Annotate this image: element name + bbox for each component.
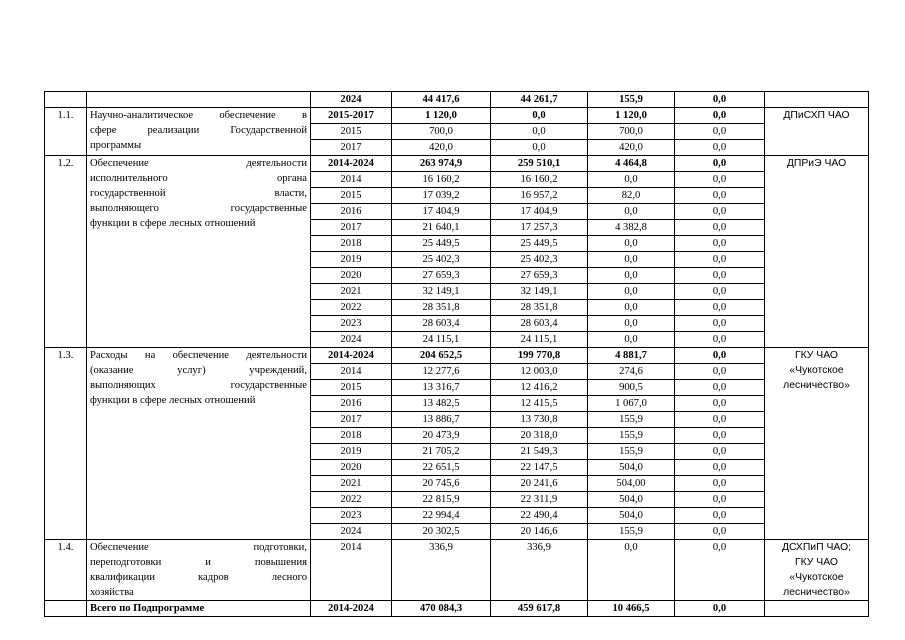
cell-total: 20 745,6 (392, 476, 491, 492)
name-line: Научно-аналитическое обеспечение в (90, 110, 307, 121)
cell-c3: 0,0 (588, 300, 675, 316)
cell-total: 336,9 (392, 540, 491, 601)
cell-c3: 504,0 (588, 460, 675, 476)
cell-c3: 4 464,8 (588, 156, 675, 172)
cell-total: 263 974,9 (392, 156, 491, 172)
cell-total: 12 277,6 (392, 364, 491, 380)
cell-c3: 1 120,0 (588, 108, 675, 124)
cell-c2: 24 115,1 (491, 332, 588, 348)
cell-year: 2015 (311, 380, 392, 396)
cell-total: 20 302,5 (392, 524, 491, 540)
cell-total: 17 404,9 (392, 204, 491, 220)
name-line: выполняющих государственные (90, 380, 307, 391)
cell-c2: 199 770,8 (491, 348, 588, 364)
table-row (45, 108, 869, 124)
cell-c2: 44 261,7 (491, 92, 588, 108)
executor-line: ДСХПиП ЧАО; (781, 542, 852, 553)
cell-c2: 21 549,3 (491, 444, 588, 460)
cell-total: 420,0 (392, 140, 491, 156)
cell-c3: 4 881,7 (588, 348, 675, 364)
cell-c4: 0,0 (675, 108, 765, 124)
cell-c3: 1 067,0 (588, 396, 675, 412)
cell-year: 2021 (311, 284, 392, 300)
cell-year: 2014-2024 (311, 156, 392, 172)
cell-c4: 0,0 (675, 476, 765, 492)
cell-year: 2024 (311, 332, 392, 348)
cell-c4: 0,0 (675, 204, 765, 220)
cell-c2: 16 160,2 (491, 172, 588, 188)
cell-c2: 25 449,5 (491, 236, 588, 252)
cell-index: 1.4. (45, 540, 87, 601)
cell-c3: 274,6 (588, 364, 675, 380)
cell-c4: 0,0 (675, 396, 765, 412)
cell-total: 28 603,4 (392, 316, 491, 332)
cell-name (87, 540, 311, 601)
cell-c4: 0,0 (675, 348, 765, 364)
cell-executor (765, 348, 869, 540)
cell-c4: 0,0 (675, 524, 765, 540)
cell-year: 2016 (311, 204, 392, 220)
cell-total: 25 449,5 (392, 236, 491, 252)
cell-c2: 28 351,8 (491, 300, 588, 316)
cell-c3: 420,0 (588, 140, 675, 156)
cell-c4: 0,0 (675, 284, 765, 300)
cell-c3: 504,0 (588, 492, 675, 508)
cell-year: 2018 (311, 428, 392, 444)
cell-c3: 0,0 (588, 316, 675, 332)
total-row (45, 601, 869, 617)
cell-c4: 0,0 (675, 380, 765, 396)
cell-total: 22 815,9 (392, 492, 491, 508)
cell-total: 28 351,8 (392, 300, 491, 316)
cell-executor (765, 108, 869, 156)
cell-c4: 0,0 (675, 540, 765, 601)
cell-c4: 0,0 (675, 124, 765, 140)
cell-c4: 0,0 (675, 268, 765, 284)
cell-c4: 0,0 (675, 428, 765, 444)
name-line: программы (90, 140, 142, 151)
cell-c3: 155,9 (588, 92, 675, 108)
cell-c4: 0,0 (675, 508, 765, 524)
cell-name (87, 156, 311, 348)
cell-total: 204 652,5 (392, 348, 491, 364)
cell-total: 700,0 (392, 124, 491, 140)
cell-year: 2016 (311, 396, 392, 412)
cell-c2: 20 241,6 (491, 476, 588, 492)
cell-total: 21 640,1 (392, 220, 491, 236)
cell-c3: 900,5 (588, 380, 675, 396)
cell-c4: 0,0 (675, 140, 765, 156)
cell-c4: 0,0 (675, 220, 765, 236)
executor-line: лесничество» (783, 380, 850, 391)
cell-executor (765, 601, 869, 617)
name-line: функции в сфере лесных отношений (90, 395, 256, 406)
table-row (45, 540, 869, 601)
cell-index (45, 92, 87, 108)
executor-line: ГКУ ЧАО (795, 557, 838, 568)
cell-year: 2022 (311, 300, 392, 316)
cell-total: 22 651,5 (392, 460, 491, 476)
cell-total: 13 482,5 (392, 396, 491, 412)
cell-c4: 0,0 (675, 316, 765, 332)
cell-name (87, 92, 311, 108)
cell-executor (765, 540, 869, 601)
name-line: квалификации кадров лесного (90, 572, 307, 583)
cell-c3: 504,00 (588, 476, 675, 492)
cell-c2: 0,0 (491, 124, 588, 140)
cell-c2: 336,9 (491, 540, 588, 601)
executor-line: «Чукотское (789, 572, 844, 583)
cell-c3: 82,0 (588, 188, 675, 204)
cell-c2: 17 404,9 (491, 204, 588, 220)
name-line: Обеспечение деятельности (90, 158, 307, 169)
cell-c3: 155,9 (588, 444, 675, 460)
cell-total: 13 886,7 (392, 412, 491, 428)
cell-index: 1.2. (45, 156, 87, 348)
cell-index: 1.3. (45, 348, 87, 540)
cell-c3: 0,0 (588, 332, 675, 348)
cell-c3: 700,0 (588, 124, 675, 140)
cell-c3: 155,9 (588, 524, 675, 540)
name-line: хозяйства (90, 587, 134, 598)
cell-c4: 0,0 (675, 172, 765, 188)
cell-c3: 10 466,5 (588, 601, 675, 617)
cell-c2: 25 402,3 (491, 252, 588, 268)
cell-c4: 0,0 (675, 492, 765, 508)
cell-year: 2022 (311, 492, 392, 508)
cell-year: 2024 (311, 92, 392, 108)
cell-c2: 17 257,3 (491, 220, 588, 236)
cell-executor (765, 156, 869, 348)
cell-c3: 0,0 (588, 268, 675, 284)
table-row (45, 348, 869, 364)
cell-year: 2023 (311, 316, 392, 332)
cell-c2: 27 659,3 (491, 268, 588, 284)
cell-year: 2023 (311, 508, 392, 524)
executor-line: «Чукотское (789, 365, 844, 376)
cell-total: 21 705,2 (392, 444, 491, 460)
cell-year: 2020 (311, 268, 392, 284)
executor-line: ДПРиЭ ЧАО (786, 158, 847, 169)
name-line: государственной власти, (90, 188, 307, 199)
cell-total: 1 120,0 (392, 108, 491, 124)
executor-line: ГКУ ЧАО (795, 350, 838, 361)
cell-c2: 22 147,5 (491, 460, 588, 476)
table-row (45, 156, 869, 172)
cell-c4: 0,0 (675, 236, 765, 252)
cell-c2: 16 957,2 (491, 188, 588, 204)
cell-index: 1.1. (45, 108, 87, 156)
cell-c4: 0,0 (675, 188, 765, 204)
cell-total: 17 039,2 (392, 188, 491, 204)
cell-year: 2014-2024 (311, 348, 392, 364)
name-line: сфере реализации Государственной (90, 125, 307, 136)
cell-c3: 0,0 (588, 540, 675, 601)
total-label: Всего по Подпрограмме (87, 601, 311, 617)
cell-c2: 459 617,8 (491, 601, 588, 617)
cell-year: 2015 (311, 188, 392, 204)
cell-c4: 0,0 (675, 332, 765, 348)
cell-c2: 12 003,0 (491, 364, 588, 380)
cell-c2: 32 149,1 (491, 284, 588, 300)
cell-total: 13 316,7 (392, 380, 491, 396)
name-line: выполняющего государственные (90, 203, 307, 214)
cell-total: 22 994,4 (392, 508, 491, 524)
cell-total: 27 659,3 (392, 268, 491, 284)
cell-c2: 13 730,8 (491, 412, 588, 428)
cell-c2: 20 318,0 (491, 428, 588, 444)
name-line: переподготовки и повышения (90, 557, 307, 568)
name-line: (оказание услуг) учреждений, (90, 365, 307, 376)
cell-c3: 155,9 (588, 412, 675, 428)
executor-line: ДПиСХП ЧАО (783, 110, 850, 121)
cell-year: 2021 (311, 476, 392, 492)
budget-table (44, 91, 869, 617)
cell-c3: 0,0 (588, 172, 675, 188)
cell-c2: 22 490,4 (491, 508, 588, 524)
cell-c4: 0,0 (675, 300, 765, 316)
cell-c3: 0,0 (588, 284, 675, 300)
name-line: функции в сфере лесных отношений (90, 218, 256, 229)
table-row (45, 92, 869, 108)
cell-year: 2014 (311, 172, 392, 188)
cell-c4: 0,0 (675, 156, 765, 172)
cell-year: 2018 (311, 236, 392, 252)
name-line: Обеспечение подготовки, (90, 542, 307, 553)
cell-year: 2020 (311, 460, 392, 476)
cell-year: 2014-2024 (311, 601, 392, 617)
cell-c3: 504,0 (588, 508, 675, 524)
cell-c2: 12 416,2 (491, 380, 588, 396)
cell-total: 44 417,6 (392, 92, 491, 108)
cell-total: 16 160,2 (392, 172, 491, 188)
cell-year: 2017 (311, 140, 392, 156)
cell-year: 2015-2017 (311, 108, 392, 124)
cell-c4: 0,0 (675, 92, 765, 108)
cell-c3: 4 382,8 (588, 220, 675, 236)
cell-total: 24 115,1 (392, 332, 491, 348)
table-body (45, 92, 869, 617)
cell-index (45, 601, 87, 617)
cell-total: 470 084,3 (392, 601, 491, 617)
cell-c4: 0,0 (675, 364, 765, 380)
cell-name (87, 348, 311, 540)
cell-c4: 0,0 (675, 252, 765, 268)
cell-total: 32 149,1 (392, 284, 491, 300)
cell-executor (765, 92, 869, 108)
cell-name (87, 108, 311, 156)
cell-c3: 155,9 (588, 428, 675, 444)
cell-year: 2015 (311, 124, 392, 140)
cell-c4: 0,0 (675, 601, 765, 617)
cell-c2: 12 415,5 (491, 396, 588, 412)
cell-c2: 0,0 (491, 140, 588, 156)
cell-year: 2014 (311, 540, 392, 601)
cell-year: 2024 (311, 524, 392, 540)
cell-year: 2017 (311, 220, 392, 236)
cell-c4: 0,0 (675, 412, 765, 428)
cell-c2: 0,0 (491, 108, 588, 124)
cell-c2: 28 603,4 (491, 316, 588, 332)
cell-c3: 0,0 (588, 204, 675, 220)
cell-total: 25 402,3 (392, 252, 491, 268)
cell-year: 2019 (311, 252, 392, 268)
executor-line: лесничество» (783, 587, 850, 598)
cell-year: 2014 (311, 364, 392, 380)
cell-c4: 0,0 (675, 460, 765, 476)
name-line: Расходы на обеспечение деятельности (90, 350, 307, 361)
cell-total: 20 473,9 (392, 428, 491, 444)
cell-c2: 259 510,1 (491, 156, 588, 172)
cell-year: 2019 (311, 444, 392, 460)
name-line: исполнительного органа (90, 173, 307, 184)
cell-c4: 0,0 (675, 444, 765, 460)
cell-year: 2017 (311, 412, 392, 428)
cell-c2: 20 146,6 (491, 524, 588, 540)
cell-c2: 22 311,9 (491, 492, 588, 508)
cell-c3: 0,0 (588, 252, 675, 268)
cell-c3: 0,0 (588, 236, 675, 252)
